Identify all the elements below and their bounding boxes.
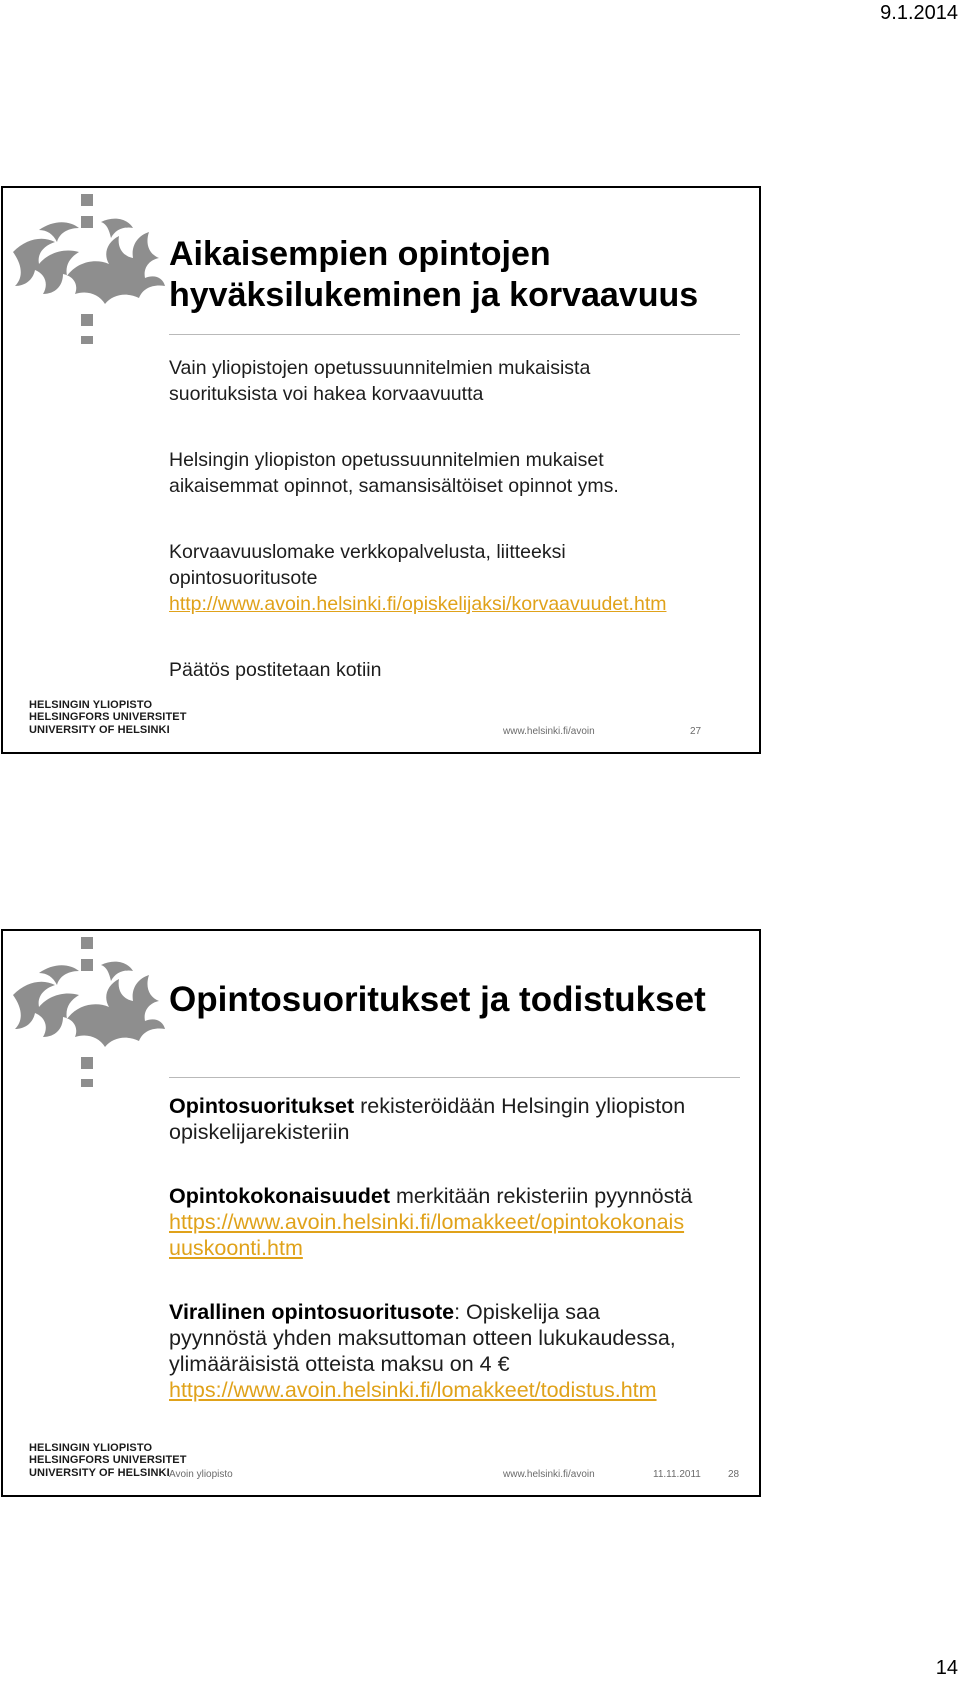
helsinki-flame-logo-icon (9, 194, 165, 344)
text-line: suorituksista voi hakea korvaavuutta (169, 383, 484, 405)
title-divider (169, 334, 740, 335)
footer-url: www.helsinki.fi/avoin (503, 1469, 595, 1480)
paragraph-opintosuoritukset (169, 1093, 749, 1145)
slide-title (169, 234, 698, 316)
text-line: Vain yliopistojen opetussuunnitelmien mukaisista (169, 357, 591, 379)
bold-term: Opintokokonaisuudet (169, 1184, 390, 1208)
paragraph-korvaavuuslomake (169, 539, 749, 617)
text-line: Korvaavuuslomake verkkopalvelusta, liitteeksi (169, 541, 566, 563)
page-number: 14 (935, 1657, 958, 1679)
link-line[interactable]: uuskoonti.htm (169, 1236, 303, 1260)
paragraph-korvaavuus (169, 355, 749, 407)
slide-27 (1, 186, 761, 754)
slide-body (169, 355, 749, 723)
slide-number: 28 (728, 1469, 740, 1480)
text-line: : Opiskelija saa (454, 1300, 600, 1324)
logo-line: HELSINGIN YLIOPISTO (29, 698, 153, 711)
title-divider (169, 1077, 740, 1078)
helsinki-flame-logo-icon (9, 937, 165, 1087)
university-logo-text (29, 699, 187, 737)
bold-term: Opintosuoritukset (169, 1094, 355, 1118)
slide-title-line: Opintosuoritukset ja todistukset (169, 980, 706, 1019)
text-line: Päätös postitetaan kotiin (169, 659, 382, 681)
slide-28 (1, 929, 761, 1497)
logo-line: HELSINGFORS UNIVERSITET (29, 1454, 187, 1466)
university-logo-text (29, 1442, 187, 1480)
paragraph-virallinen-opintosuoritusote (169, 1299, 749, 1403)
slide-title (169, 979, 706, 1021)
text-line: opintosuoritusote (169, 567, 318, 589)
paragraph-aikaisemmat-opinnot (169, 447, 749, 499)
korvaavuudet-link[interactable]: http://www.avoin.helsinki.fi/opiskelijaksi/korvaavuudet.htm (169, 593, 667, 615)
footer-url: www.helsinki.fi/avoin (503, 726, 595, 737)
logo-line: UNIVERSITY OF HELSINKI (29, 723, 170, 736)
link-line[interactable]: https://www.avoin.helsinki.fi/lomakkeet/opintokokonais (169, 1210, 685, 1234)
text-line: opiskelijarekisteriin (169, 1120, 350, 1144)
slide-title-line: Aikaisempien opintojen (169, 235, 551, 273)
text-line: ylimääräisistä otteista maksu on 4 € (169, 1352, 510, 1376)
opintokokonaisuus-link[interactable] (169, 1210, 684, 1260)
bold-term: Virallinen opintosuoritusote (169, 1300, 455, 1324)
paragraph-paatos (169, 657, 749, 683)
logo-line: UNIVERSITY OF HELSINKI (29, 1466, 170, 1479)
slide-body (169, 1093, 749, 1441)
text-line: aikaisemmat opinnot, samansisältöiset opinnot yms. (169, 475, 619, 497)
slide-number: 27 (690, 726, 702, 737)
logo-line: HELSINGIN YLIOPISTO (29, 1441, 153, 1454)
paragraph-opintokokonaisuudet (169, 1183, 749, 1261)
logo-line: HELSINGFORS UNIVERSITET (29, 711, 187, 723)
footer-organization: Avoin yliopisto (169, 1469, 233, 1480)
page-date: 9.1.2014 (880, 2, 958, 24)
slide-title-line: hyväksilukeminen ja korvaavuus (169, 276, 699, 314)
footer-date: 11.11.2011 (653, 1469, 701, 1480)
text-line: Helsingin yliopiston opetussuunnitelmien mukaiset (169, 449, 604, 471)
todistus-link[interactable]: https://www.avoin.helsinki.fi/lomakkeet/todistus.htm (169, 1378, 657, 1402)
text-line: pyynnöstä yhden maksuttoman otteen lukukaudessa, (169, 1326, 676, 1350)
text-line: rekisteröidään Helsingin yliopiston (354, 1094, 686, 1118)
text-line: merkitään rekisteriin pyynnöstä (389, 1184, 693, 1208)
